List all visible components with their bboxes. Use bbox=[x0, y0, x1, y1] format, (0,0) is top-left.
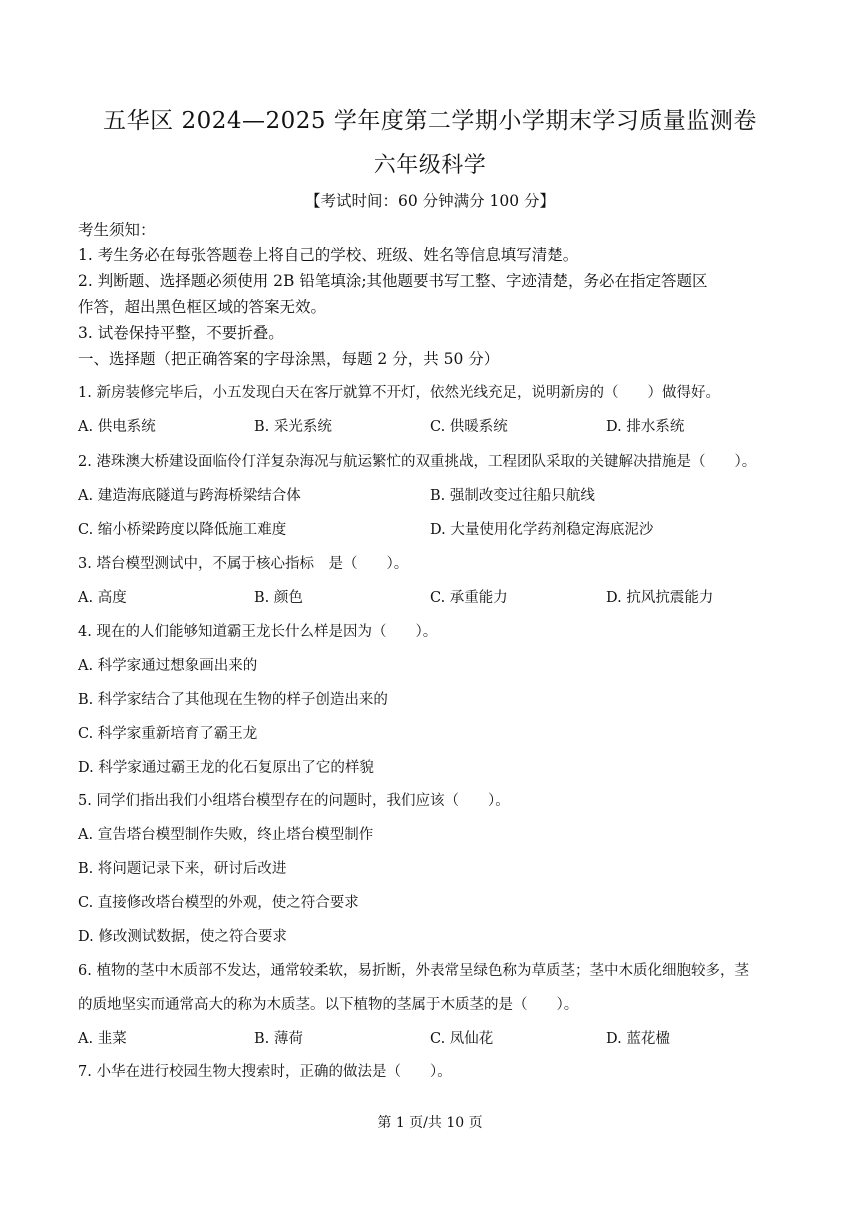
question-stem: 3. 塔台模型测试中，不属于核心指标 是（ ）。 bbox=[78, 556, 409, 572]
option-b[interactable]: B. 强制改变过往船只航线 bbox=[430, 488, 595, 504]
option-d[interactable]: D. 蓝花楹 bbox=[606, 1031, 670, 1047]
option-c[interactable]: C. 直接修改塔台模型的外观，使之符合要求 bbox=[78, 895, 359, 911]
option-a[interactable]: A. 宣告塔台模型制作失败，终止塔台模型制作 bbox=[78, 827, 374, 843]
option-b[interactable]: B. 薄荷 bbox=[254, 1031, 303, 1047]
notice-item: 1. 考生务必在每张答题卷上将自己的学校、班级、姓名等信息填写清楚。 bbox=[78, 246, 579, 264]
option-a[interactable]: A. 供电系统 bbox=[78, 419, 156, 435]
option-b[interactable]: B. 采光系统 bbox=[254, 419, 332, 435]
notice-item: 作答，超出黑色框区域的答案无效。 bbox=[78, 298, 327, 316]
option-b[interactable]: B. 颜色 bbox=[254, 590, 303, 606]
option-d[interactable]: D. 抗风抗震能力 bbox=[606, 590, 714, 606]
option-a[interactable]: A. 高度 bbox=[78, 590, 127, 606]
question-stem: 7. 小华在进行校园生物大搜索时，正确的做法是（ ）。 bbox=[78, 1064, 452, 1080]
notice-item: 2. 判断题、选择题必须使用 2B 铅笔填涂;其他题要书写工整、字迹清楚，务必在指定答题区 bbox=[78, 272, 708, 290]
option-c[interactable]: C. 缩小桥梁跨度以降低施工难度 bbox=[78, 522, 287, 538]
question-stem: 5. 同学们指出我们小组塔台模型存在的问题时，我们应该（ ）。 bbox=[78, 793, 510, 809]
option-d[interactable]: D. 科学家通过霸王龙的化石复原出了它的样貌 bbox=[78, 760, 374, 776]
page-number: 第 1 页/共 10 页 bbox=[377, 1115, 483, 1131]
exam-info: 【考试时间：60 分钟满分 100 分】 bbox=[304, 192, 556, 210]
option-c[interactable]: C. 凤仙花 bbox=[430, 1031, 494, 1047]
question-stem: 2. 港珠澳大桥建设面临伶仃洋复杂海况与航运繁忙的双重挑战，工程团队采取的关键解决措施是（ ）。 bbox=[78, 454, 757, 470]
option-c[interactable]: C. 科学家重新培育了霸王龙 bbox=[78, 726, 258, 742]
option-a[interactable]: A. 科学家通过想象画出来的 bbox=[78, 658, 258, 674]
option-d[interactable]: D. 修改测试数据，使之符合要求 bbox=[78, 929, 287, 945]
notice-heading: 考生须知： bbox=[78, 221, 156, 239]
question-stem-continued: 的质地坚实而通常高大的称为木质茎。以下植物的茎属于木质茎的是（ ）。 bbox=[78, 997, 579, 1013]
option-b[interactable]: B. 将问题记录下来，研讨后改进 bbox=[78, 861, 287, 877]
option-b[interactable]: B. 科学家结合了其他现在生物的样子创造出来的 bbox=[78, 692, 388, 708]
option-a[interactable]: A. 韭菜 bbox=[78, 1031, 127, 1047]
question-stem: 4. 现在的人们能够知道霸王龙长什么样是因为（ ）。 bbox=[78, 624, 438, 640]
option-c[interactable]: C. 供暖系统 bbox=[430, 419, 508, 435]
exam-subtitle: 六年级科学 bbox=[373, 153, 487, 178]
notice-item: 3. 试卷保持平整，不要折叠。 bbox=[78, 324, 284, 342]
question-stem: 1. 新房装修完毕后，小五发现白天在客厅就算不开灯，依然光线充足，说明新房的（ ）做得好。 bbox=[78, 385, 720, 401]
option-d[interactable]: D. 大量使用化学药剂稳定海底泥沙 bbox=[430, 522, 654, 538]
option-a[interactable]: A. 建造海底隧道与跨海桥梁结合体 bbox=[78, 488, 301, 504]
exam-title: 五华区 2024—2025 学年度第二学期小学期末学习质量监测卷 bbox=[103, 108, 757, 134]
option-d[interactable]: D. 排水系统 bbox=[606, 419, 685, 435]
section-heading: 一、选择题（把正确答案的字母涂黑，每题 2 分，共 50 分） bbox=[78, 350, 500, 368]
option-c[interactable]: C. 承重能力 bbox=[430, 590, 508, 606]
question-stem: 6. 植物的茎中木质部不发达，通常较柔软，易折断，外表常呈绿色称为草质茎；茎中木质化细胞较多，茎 bbox=[78, 963, 749, 979]
